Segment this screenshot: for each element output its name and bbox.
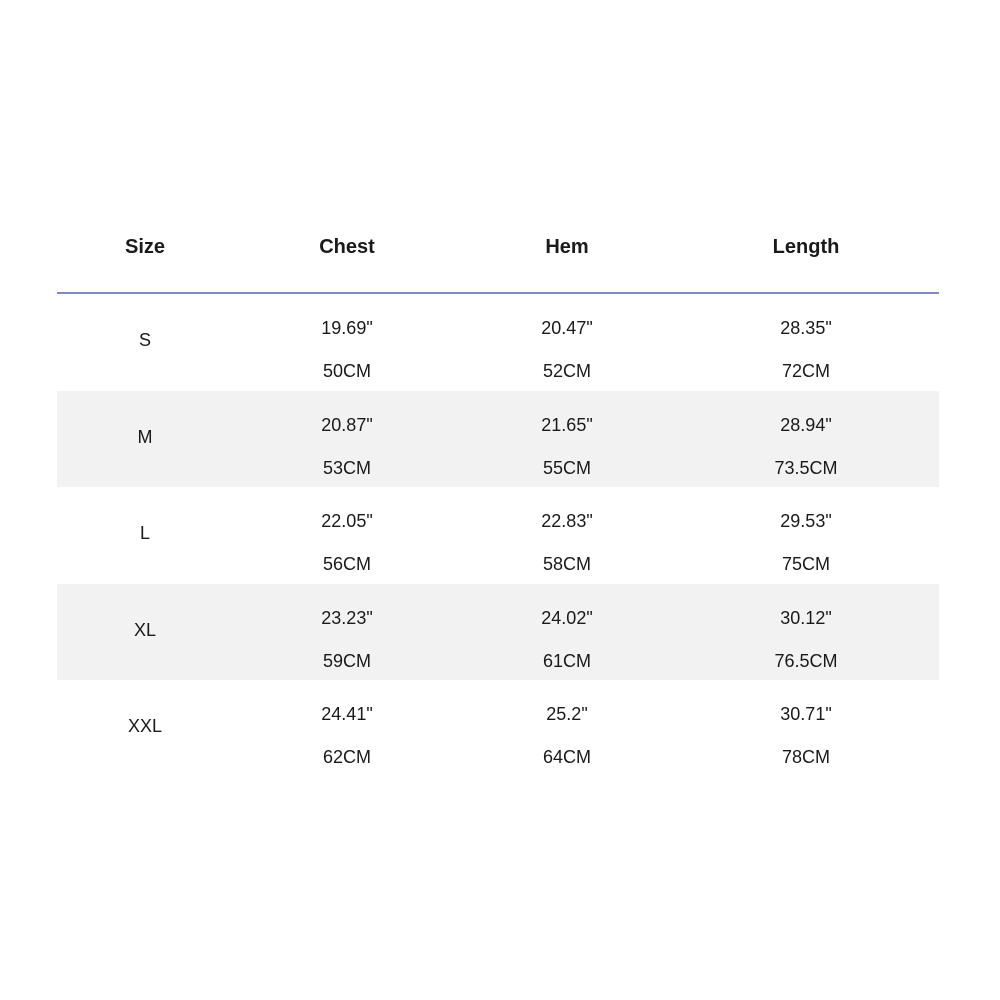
chest-inches: 19.69" (321, 318, 373, 338)
length-cm: 72CM (781, 361, 831, 381)
hem-cm: 61CM (542, 650, 592, 671)
chest-inches: 23.23" (321, 607, 373, 628)
size-label: L (139, 523, 151, 544)
chest-cm: 50CM (322, 361, 372, 381)
size-label: M (137, 426, 153, 447)
hem-inches: 24.02" (541, 607, 593, 628)
chest-cm: 56CM (322, 554, 372, 575)
table-row (57, 680, 939, 777)
chest-cm: 53CM (322, 457, 372, 478)
chest-inches: 22.05" (321, 511, 373, 532)
hem-cm: 55CM (542, 457, 592, 478)
header-size: Size (124, 236, 166, 258)
hem-cm: 64CM (542, 747, 592, 768)
table-header-row (57, 215, 939, 294)
chest-inches: 24.41" (321, 704, 373, 725)
length-cm: 73.5CM (774, 457, 838, 478)
chest-cm: 62CM (322, 747, 372, 768)
size-label: XL (133, 619, 157, 640)
hem-cm: 58CM (542, 554, 592, 575)
header-chest: Chest (319, 236, 375, 258)
size-chart-table (57, 215, 939, 777)
chest-inches: 20.87" (321, 414, 373, 435)
size-label: XXL (127, 716, 163, 737)
length-inches: 30.71" (780, 704, 832, 725)
length-inches: 30.12" (780, 607, 832, 628)
chest-cm: 59CM (322, 650, 372, 671)
length-inches: 28.35" (780, 318, 832, 338)
hem-inches: 22.83" (541, 511, 593, 532)
table-row (57, 294, 939, 391)
hem-inches: 20.47" (541, 318, 593, 338)
length-cm: 76.5CM (774, 650, 838, 671)
table-row (57, 487, 939, 584)
table-row (57, 391, 939, 488)
length-cm: 78CM (781, 747, 831, 768)
length-inches: 28.94" (780, 414, 832, 435)
length-inches: 29.53" (780, 511, 832, 532)
hem-inches: 25.2" (546, 704, 588, 725)
header-hem: Hem (545, 236, 589, 258)
table-row (57, 584, 939, 681)
length-cm: 75CM (781, 554, 831, 575)
hem-inches: 21.65" (541, 414, 593, 435)
header-length: Length (772, 236, 840, 258)
size-label: S (138, 330, 152, 350)
hem-cm: 52CM (542, 361, 592, 381)
